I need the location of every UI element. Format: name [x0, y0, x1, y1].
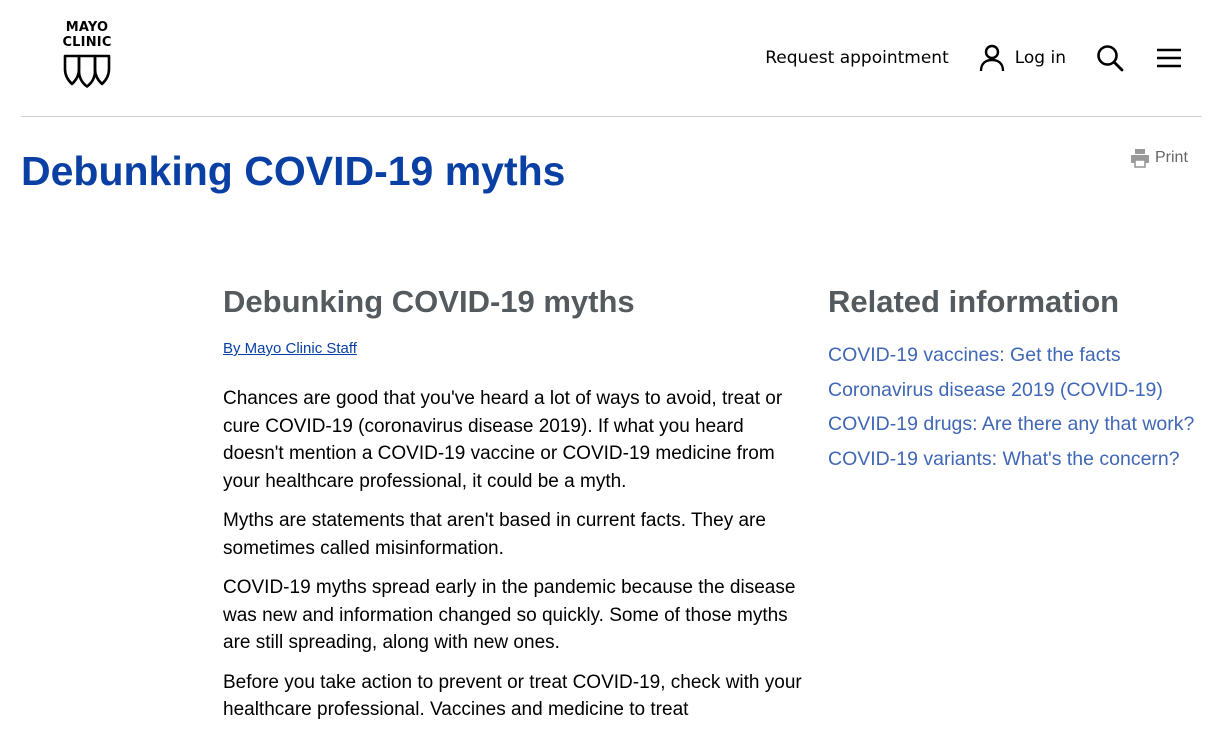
- article-paragraph: Myths are statements that aren't based in current facts. They are sometimes called misinformation.: [223, 510, 766, 559]
- byline-link[interactable]: By Mayo Clinic Staff: [223, 340, 357, 357]
- logo-text-line2: CLINIC: [62, 35, 112, 50]
- article-paragraph: COVID-19 myths spread early in the pandemic because the disease was new and information changed so quickly. Some of those myths are still spreading, along with new ones.: [223, 577, 796, 653]
- article-paragraph: Before you take action to prevent or treat COVID-19, check with your healthcare professional. Vaccines and medicine to treat: [223, 671, 802, 720]
- related-link-coronavirus-disease[interactable]: Coronavirus disease 2019 (COVID-19): [828, 378, 1163, 401]
- login-button[interactable]: [979, 44, 1066, 72]
- page-title: Debunking COVID-19 myths: [21, 148, 566, 194]
- login-label: Log in: [1014, 48, 1066, 68]
- menu-button[interactable]: [1156, 47, 1182, 69]
- hamburger-menu-icon: [1156, 47, 1182, 69]
- article-paragraph: Chances are good that you've heard a lot of ways to avoid, treat or cure COVID-19 (coronavirus disease 2019). If what you heard doesn't mention a COVID-19 vaccine or COVID-19 medicine from your healthcare professional, it could be a myth.: [223, 388, 783, 492]
- request-appointment-link[interactable]: Request appointment: [765, 48, 949, 68]
- mayo-clinic-logo[interactable]: [56, 20, 118, 94]
- related-information: [828, 282, 1208, 476]
- print-label: Print: [1155, 149, 1188, 166]
- mayo-shields-logo-icon: [62, 53, 112, 89]
- article-title: Debunking COVID-19 myths: [223, 284, 635, 319]
- top-nav: [765, 40, 1182, 76]
- article: [223, 282, 803, 736]
- related-link-covid-vaccines[interactable]: COVID-19 vaccines: Get the facts: [828, 344, 1121, 366]
- header-divider: [21, 116, 1202, 117]
- related-link-covid-drugs[interactable]: COVID-19 drugs: Are there any that work?: [828, 413, 1195, 435]
- user-icon: [979, 44, 1005, 72]
- printer-icon: [1130, 148, 1150, 168]
- site-header: [0, 0, 1226, 116]
- search-button[interactable]: [1096, 44, 1124, 72]
- related-links-list: [828, 338, 1208, 476]
- print-button[interactable]: [1130, 148, 1188, 168]
- logo-text-line1: MAYO: [65, 20, 109, 35]
- related-link-covid-variants[interactable]: COVID-19 variants: What's the concern?: [828, 447, 1180, 470]
- related-title: Related information: [828, 284, 1120, 319]
- search-icon: [1096, 44, 1124, 72]
